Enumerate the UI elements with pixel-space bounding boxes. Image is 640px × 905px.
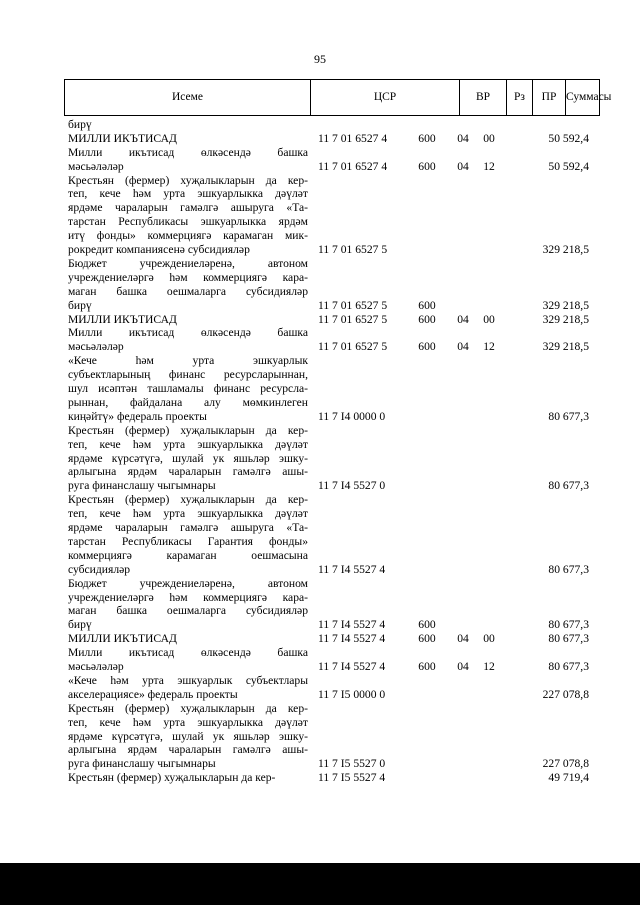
sum-value: 80 677,3	[548, 660, 589, 674]
row-name-line: МИЛЛИ ИКЪТИСАД	[68, 131, 177, 145]
sum-value: 80 677,3	[548, 409, 589, 423]
row-name-line: мәсьәләләр	[68, 340, 124, 354]
pr-code: 12	[483, 159, 495, 173]
csr-code: 11 7 01 6527 4	[318, 131, 388, 145]
row-name-line: Милли икътисад өлкәсендә башка	[68, 646, 308, 660]
row-name-line: маган башка оешмаларга субсидияләр	[68, 604, 308, 618]
sum-value: 80 677,3	[548, 618, 589, 632]
row-name-line: ярдәме күрсәтүгә, шулай ук яшьләр эшку-	[68, 729, 308, 743]
csr-code: 11 7 I5 5527 4	[318, 771, 386, 785]
row-name-line: Милли икътисад өлкәсендә башка	[68, 145, 308, 159]
row-name-line: рокредит компаниясенә субсидияләр	[68, 243, 250, 257]
table-row	[0, 632, 640, 646]
row-name	[68, 326, 308, 354]
header-name: Исеме	[171, 91, 204, 103]
row-name-line: акселерациясе» федераль проекты	[68, 687, 238, 701]
sum-value: 227 078,8	[542, 687, 589, 701]
row-name-line: теп, кече һәм урта эшкуарлыкка дәүләт	[68, 437, 308, 451]
row-name-line: «Кече һәм урта эшкуарлык	[68, 354, 308, 368]
row-name-line: учреждениеләргә һәм коммерциягә кара-	[68, 590, 308, 604]
table-row	[0, 132, 640, 146]
row-name-line: субсидияләр	[68, 562, 131, 576]
row-name	[68, 354, 308, 423]
pr-code: 00	[483, 131, 495, 145]
pr-code: 12	[483, 660, 495, 674]
table-row	[0, 674, 640, 702]
table-row	[0, 493, 640, 576]
row-name-line: итү фонды» коммерциягә карамаган мик-	[68, 229, 308, 243]
row-name	[68, 493, 308, 576]
row-name	[68, 118, 308, 132]
row-name	[68, 771, 308, 785]
row-name	[68, 674, 308, 702]
row-name	[68, 146, 308, 174]
row-name-line: Бюджет учреждениеләренә, автоном	[68, 256, 308, 270]
row-name	[68, 174, 308, 257]
sum-value: 227 078,8	[542, 757, 589, 771]
sum-value: 80 677,3	[548, 562, 589, 576]
csr-code: 11 7 I4 5527 4	[318, 562, 386, 576]
table-row	[0, 118, 640, 132]
table-row	[0, 424, 640, 494]
vr-code: 600	[418, 660, 436, 674]
row-name-line: бирү	[68, 298, 92, 312]
table-row	[0, 577, 640, 633]
csr-code: 11 7 I4 5527 4	[318, 618, 386, 632]
row-name-line: шул исәптән ташламалы финанс ресурсла-	[68, 382, 308, 396]
row-name-line: Крестьян (фермер) хуҗалыкларын да кер-	[68, 493, 308, 507]
csr-code: 11 7 I5 5527 0	[318, 757, 386, 771]
vr-code: 600	[418, 340, 436, 354]
pr-code: 12	[483, 340, 495, 354]
row-name	[68, 646, 308, 674]
rz-code: 04	[457, 340, 469, 354]
row-name	[68, 132, 308, 146]
csr-code: 11 7 01 6527 5	[318, 243, 388, 257]
csr-code: 11 7 01 6527 5	[318, 312, 388, 326]
vr-code: 600	[418, 298, 436, 312]
row-name-line: рыннан, файдалана алу мөмкинлеген	[68, 395, 308, 409]
rz-code: 04	[457, 159, 469, 173]
row-name	[68, 424, 308, 493]
page-number: 95	[314, 52, 326, 66]
row-name-line: тарстан Республикасы Гарантия фонды»	[68, 534, 308, 548]
row-name-line: теп, кече һәм урта эшкуарлыкка дәүләт	[68, 715, 308, 729]
row-name-line: Крестьян (фермер) хуҗалыкларын да кер-	[68, 771, 276, 785]
header-vr: ВР	[475, 91, 491, 103]
row-name-line: учреждениеләргә һәм коммерциягә кара-	[68, 270, 308, 284]
row-name-line: «Кече һәм урта эшкуарлык субъектлары	[68, 673, 308, 687]
row-name-line: Милли икътисад өлкәсендә башка	[68, 326, 308, 340]
vr-code: 600	[418, 159, 436, 173]
rz-code: 04	[457, 632, 469, 646]
table-row	[0, 257, 640, 313]
sum-value: 80 677,3	[548, 479, 589, 493]
table-row	[0, 326, 640, 354]
header-pr: ПР	[541, 91, 557, 103]
csr-code: 11 7 I4 5527 0	[318, 479, 386, 493]
table-row	[0, 702, 640, 772]
row-name	[68, 257, 308, 313]
row-name-line: теп, кече һәм урта эшкуарлыкка дәүләт	[68, 507, 308, 521]
sum-value: 329 218,5	[542, 243, 589, 257]
sum-value: 49 719,4	[548, 771, 589, 785]
header-csr: ЦСР	[373, 91, 397, 103]
vr-code: 600	[418, 618, 436, 632]
row-name-line: киңәйтү» федераль проекты	[68, 409, 207, 423]
row-name-line: теп, кече һәм урта эшкуарлыкка дәүләт	[68, 187, 308, 201]
sum-value: 329 218,5	[542, 340, 589, 354]
sum-value: 80 677,3	[548, 632, 589, 646]
row-name-line: МИЛЛИ ИКЪТИСАД	[68, 632, 177, 646]
row-name-line: тарстан Республикасы эшкуарлыкка ярдәм	[68, 215, 308, 229]
csr-code: 11 7 01 6527 4	[318, 159, 388, 173]
row-name-line: мәсьәләләр	[68, 159, 124, 173]
rz-code: 04	[457, 131, 469, 145]
rz-code: 04	[457, 312, 469, 326]
sum-value: 50 592,4	[548, 131, 589, 145]
csr-code: 11 7 I4 5527 4	[318, 660, 386, 674]
table-row	[0, 146, 640, 174]
row-name-line: ярдәме чараларын гамәлгә ашыруга «Та-	[68, 201, 308, 215]
row-name-line: субъектларының финанс ресурсларыннан,	[68, 368, 308, 382]
row-name	[68, 577, 308, 633]
row-name	[68, 632, 308, 646]
table-row	[0, 646, 640, 674]
row-name-line: бирү	[68, 118, 92, 131]
rz-code: 04	[457, 660, 469, 674]
vr-code: 600	[418, 632, 436, 646]
table-body	[0, 118, 640, 785]
scan-border	[0, 863, 640, 905]
row-name-line: Крестьян (фермер) хуҗалыкларын да кер-	[68, 423, 308, 437]
csr-code: 11 7 I4 5527 4	[318, 632, 386, 646]
row-name-line: руга финанслашу чыгымнары	[68, 479, 216, 493]
pr-code: 00	[483, 632, 495, 646]
header-sum: Суммасы	[566, 91, 612, 103]
sum-value: 50 592,4	[548, 159, 589, 173]
row-name-line: арлыгына ярдәм чараларын гамәлгә ашы-	[68, 743, 308, 757]
row-name-line: ярдәме чараларын гамәлгә ашыруга «Та-	[68, 521, 308, 535]
csr-code: 11 7 01 6527 5	[318, 298, 388, 312]
csr-code: 11 7 I5 0000 0	[318, 687, 386, 701]
row-name-line: Бюджет учреждениеләренә, автоном	[68, 576, 308, 590]
header-rz: Рз	[514, 91, 525, 103]
sum-value: 329 218,5	[542, 298, 589, 312]
csr-code: 11 7 I4 0000 0	[318, 409, 386, 423]
row-name-line: руга финанслашу чыгымнары	[68, 757, 216, 771]
row-name	[68, 313, 308, 327]
pr-code: 00	[483, 312, 495, 326]
vr-code: 600	[418, 131, 436, 145]
row-name-line: Крестьян (фермер) хуҗалыкларын да кер-	[68, 701, 308, 715]
row-name-line: бирү	[68, 618, 92, 632]
table-row	[0, 313, 640, 327]
row-name-line: арлыгына ярдәм чараларын гамәлгә ашы-	[68, 465, 308, 479]
table-header	[64, 79, 612, 116]
table-row	[0, 771, 640, 785]
vr-code: 600	[418, 312, 436, 326]
row-name-line: маган башка оешмаларга субсидияләр	[68, 284, 308, 298]
row-name-line: МИЛЛИ ИКЪТИСАД	[68, 312, 177, 326]
sum-value: 329 218,5	[542, 312, 589, 326]
csr-code: 11 7 01 6527 5	[318, 340, 388, 354]
row-name-line: Крестьян (фермер) хуҗалыкларын да кер-	[68, 173, 308, 187]
table-row	[0, 354, 640, 424]
row-name	[68, 702, 308, 771]
table-row	[0, 174, 640, 257]
row-name-line: коммерциягә карамаган оешмасына	[68, 548, 308, 562]
row-name-line: ярдәме күрсәтүгә, шулай ук яшьләр эшку-	[68, 451, 308, 465]
row-name-line: мәсьәләләр	[68, 660, 124, 674]
